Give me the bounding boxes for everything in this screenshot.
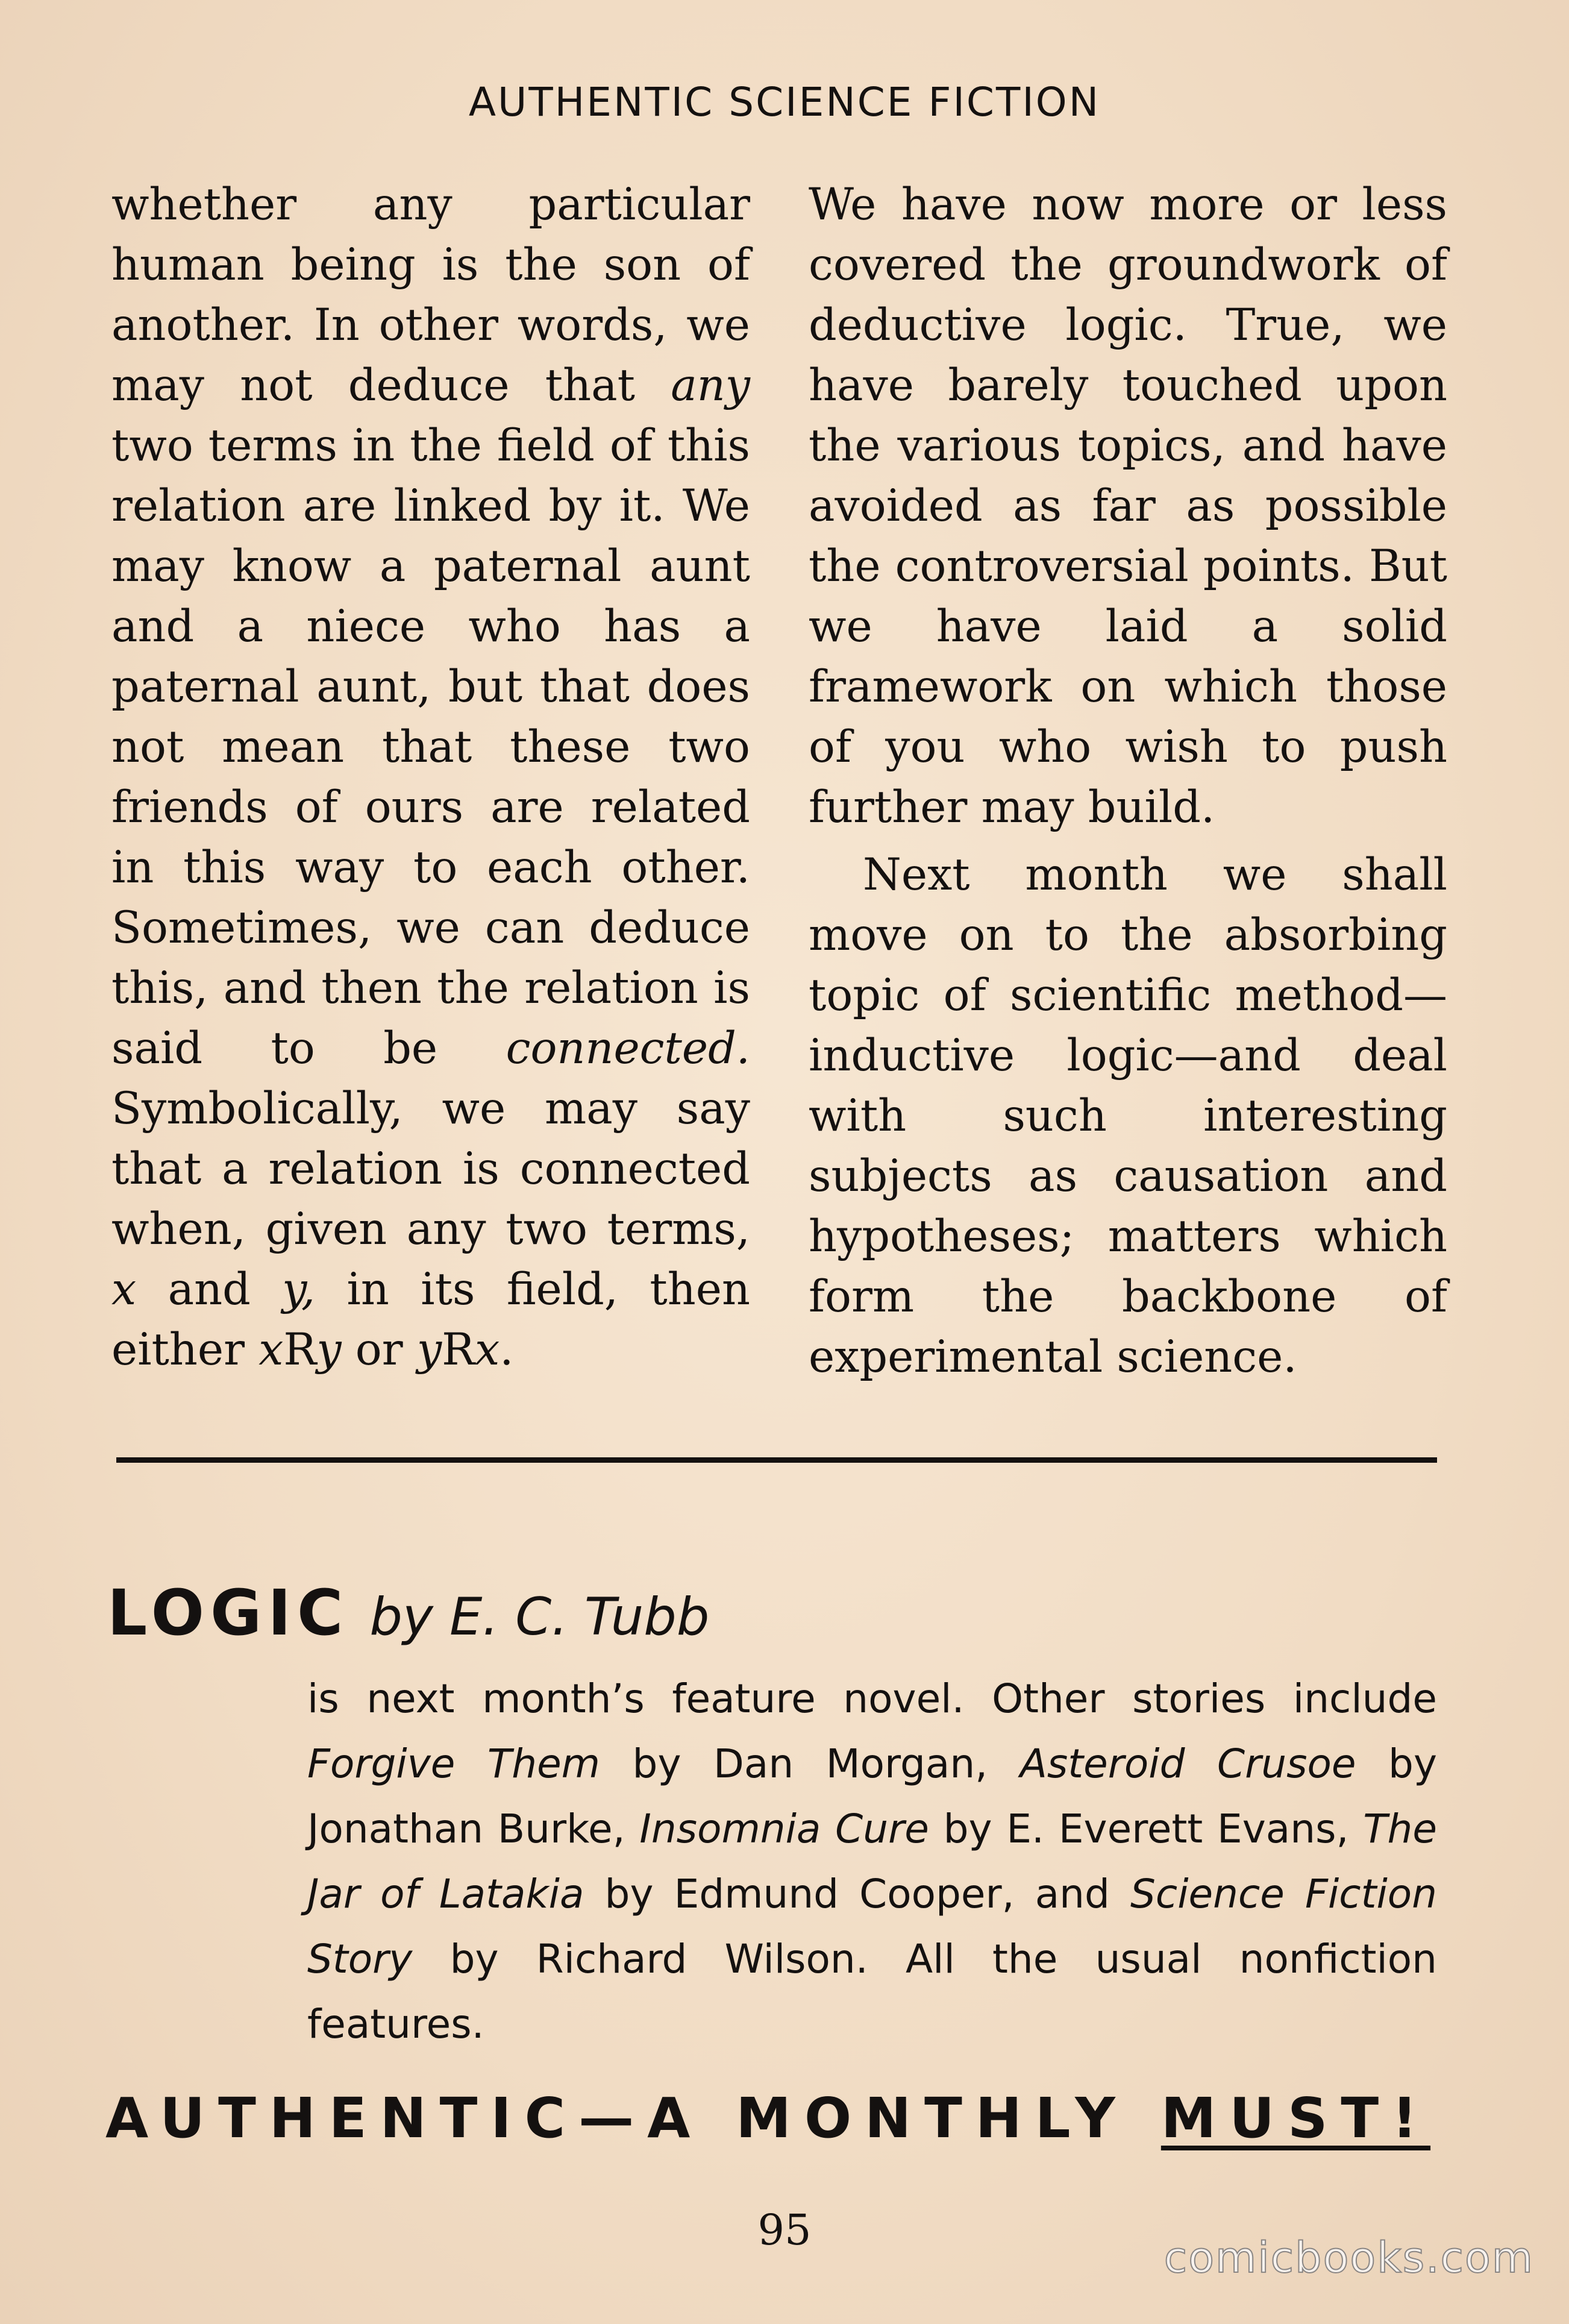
promo-title: LOGIC [107,1576,349,1650]
promo-byline: by E. C. Tubb [369,1587,710,1647]
story-title: The Jar of Latakia [307,1806,1437,1917]
article-right-column [809,175,1447,1387]
story-title: Forgive Them [307,1741,600,1787]
promo-text: by Richard Wilson. All the usual nonfiction features. [307,1936,1437,2047]
story-title: Asteroid Crusoe [1019,1741,1356,1787]
promo-heading [107,1576,709,1654]
promo-text: is next month’s feature novel. Other stories include [307,1675,1437,1722]
article-paragraph: We have now more or less covered the groundwork of deductive logic. True, we have barely touched upon the various topics, and have avoided as far as possible the controversial points. But we have laid a solid framework on which those of you who wish to push further may build. [809,179,1447,833]
formula-part: x [258,1324,284,1375]
variable-x: x [111,1264,137,1315]
emphasis-any: any [671,360,750,411]
promo-text: by Jonathan Burke, [307,1741,1437,1852]
running-head: AUTHENTIC SCIENCE FICTION [468,79,1101,125]
paragraph-text: . [500,1324,514,1375]
paragraph-text: and [136,1264,283,1315]
story-title: Insomnia Cure [639,1806,929,1852]
article-left-column [111,175,750,1380]
page-number: 95 [757,2205,812,2255]
formula-part: y [416,1324,442,1375]
emphasis-connected: connected. [506,1023,750,1074]
slogan [105,2082,1437,2155]
paragraph-text: in its field, then either [111,1264,750,1375]
formula-part: R [442,1324,475,1375]
paragraph-text: Symbolically, we may say that a relation is connected when, given any two terms, [111,1083,750,1255]
article-paragraph [111,175,750,1380]
section-divider [116,1457,1437,1463]
paragraph-text: or [341,1324,417,1375]
article-paragraph: Next month we shall move on to the absorbing topic of scientific method—inductive logic—and deal with such interesting subjects as causation and hypotheses; matters which form the backbone of experimental science. [809,849,1447,1383]
story-title: Science Fiction Story [307,1871,1438,1982]
watermark-logo: comicbooks.com [1163,2233,1534,2282]
promo-text: by E. Everett Evans, [929,1806,1364,1852]
slogan-text: AUTHENTIC—A MONTHLY [105,2086,1161,2150]
promo-text: by Dan Morgan, [600,1741,1020,1787]
formula-part: x [475,1324,500,1375]
formula-part: y [316,1324,342,1375]
variable-y: y, [282,1264,316,1315]
formula-part: R [283,1324,317,1375]
paragraph-text: whether any particular human being is the son of another. In other words, we may not deduce that [111,179,750,411]
slogan-must: MUST! [1160,2086,1431,2150]
promo-description [307,1666,1437,2057]
paragraph-text: two terms in the field of this relation are linked by it. We may know a paternal aunt and a niece who has a paternal aunt, but that does not mean that these two friends of ours are related in this way to each other. Sometimes, we can deduce this, and then the relation is said to be [111,420,750,1074]
promo-text: by Edmund Cooper, and [584,1871,1131,1917]
